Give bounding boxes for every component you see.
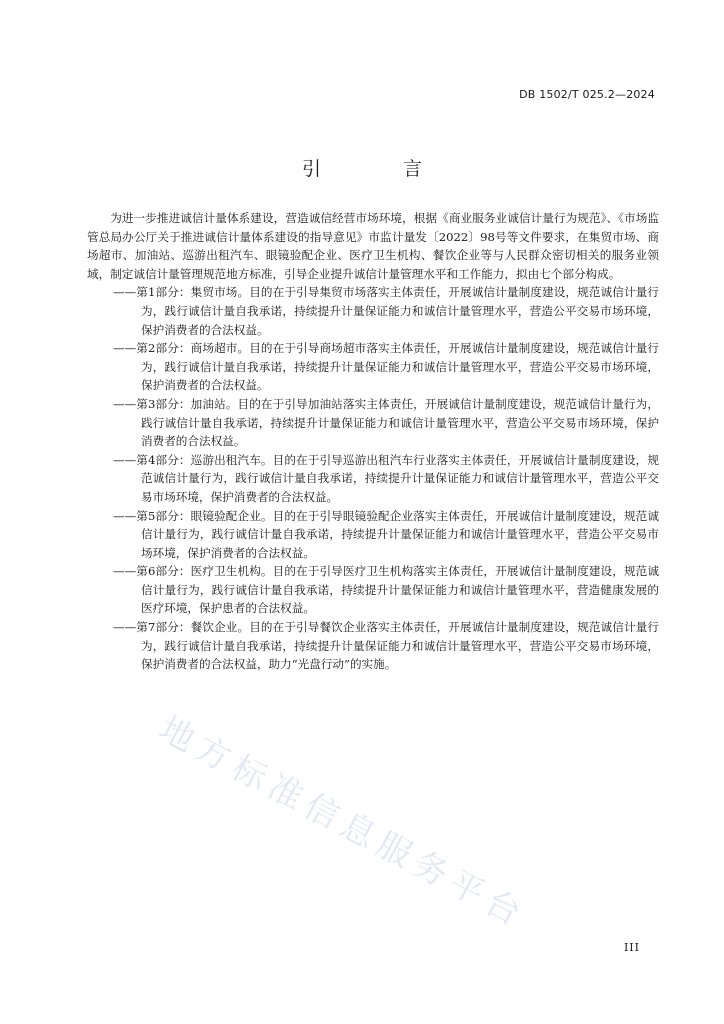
- part-item-5: ——第5部分：眼镜验配企业。目的在于引导眼镜验配企业落实主体责任，开展诚信计量制度建设，规范诚信计量行为，践行诚信计量自我承诺，持续提升计量保证能力和诚信计量管理水平，营造公平交易市场环境，保护消费者的合法权益。: [113, 508, 659, 560]
- part-item-3: ——第3部分：加油站。目的在于引导加油站落实主体责任，开展诚信计量制度建设，规范诚信计量行为，践行诚信计量自我承诺，持续提升计量保证能力和诚信计量管理水平，营造公平交易市场环境，保护消费者的合法权益。: [113, 396, 659, 449]
- intro-paragraph: 为进一步推进诚信计量体系建设，营造诚信经营市场环境，根据《商业服务业诚信计量行为规范》、《市场监管总局办公厅关于推进诚信计量体系建设的指导意见》市监计量发〔2022〕98号等文件要求，在集贸市场、商场超市、加油站、巡游出租汽车、眼镜验配企业、医疗卫生机构、餐饮企业等与人民群众密切相关的服务业领域，制定诚信计量管理规范地方标准，引导企业提升诚信计量管理水平和工作能力，拟由七个部分构成。: [87, 211, 659, 281]
- part-item-4: ——第4部分：巡游出租汽车。目的在于引导巡游出租汽车行业落实主体责任，开展诚信计量制度建设，规范诚信计量行为，践行诚信计量自我承诺，持续提升计量保证能力和诚信计量管理水平，营造公平交易市场环境，保护消费者的合法权益。: [113, 452, 659, 504]
- foreword-body: [87, 209, 659, 674]
- part-item-1: ——第1部分：集贸市场。目的在于引导集贸市场落实主体责任，开展诚信计量制度建设，规范诚信计量行为，践行诚信计量自我承诺，持续提升计量保证能力和诚信计量管理水平，营造公平交易市场环境，保护消费者的合法权益。: [113, 285, 659, 337]
- watermark: 地方标准信息服务平台: [152, 709, 534, 937]
- part-item-6: ——第6部分：医疗卫生机构。目的在于引导医疗卫生机构落实主体责任，开展诚信计量制度建设，规范诚信计量行为，践行诚信计量自我承诺，持续提升计量保证能力和诚信计量管理水平，营造健康发展的医疗环境，保护患者的合法权益。: [113, 564, 659, 616]
- part-item-7: ——第7部分：餐饮企业。目的在于引导餐饮企业落实主体责任，开展诚信计量制度建设，规范诚信计量行为，践行诚信计量自我承诺，持续提升计量保证能力和诚信计量管理水平，营造公平交易市场环境，保护消费者的合法权益，助力“光盘行动”的实施。: [113, 620, 659, 672]
- page-number: III: [623, 941, 640, 954]
- part-item-2: ——第2部分：商场超市。目的在于引导商场超市落实主体责任，开展诚信计量制度建设，规范诚信计量行为，践行诚信计量自我承诺，持续提升计量保证能力和诚信计量管理水平，营造公平交易市场环境，保护消费者的合法权益。: [113, 341, 659, 393]
- page-title: 引 言: [301, 158, 461, 180]
- standard-number: DB 1502/T 025.2—2024: [519, 88, 655, 101]
